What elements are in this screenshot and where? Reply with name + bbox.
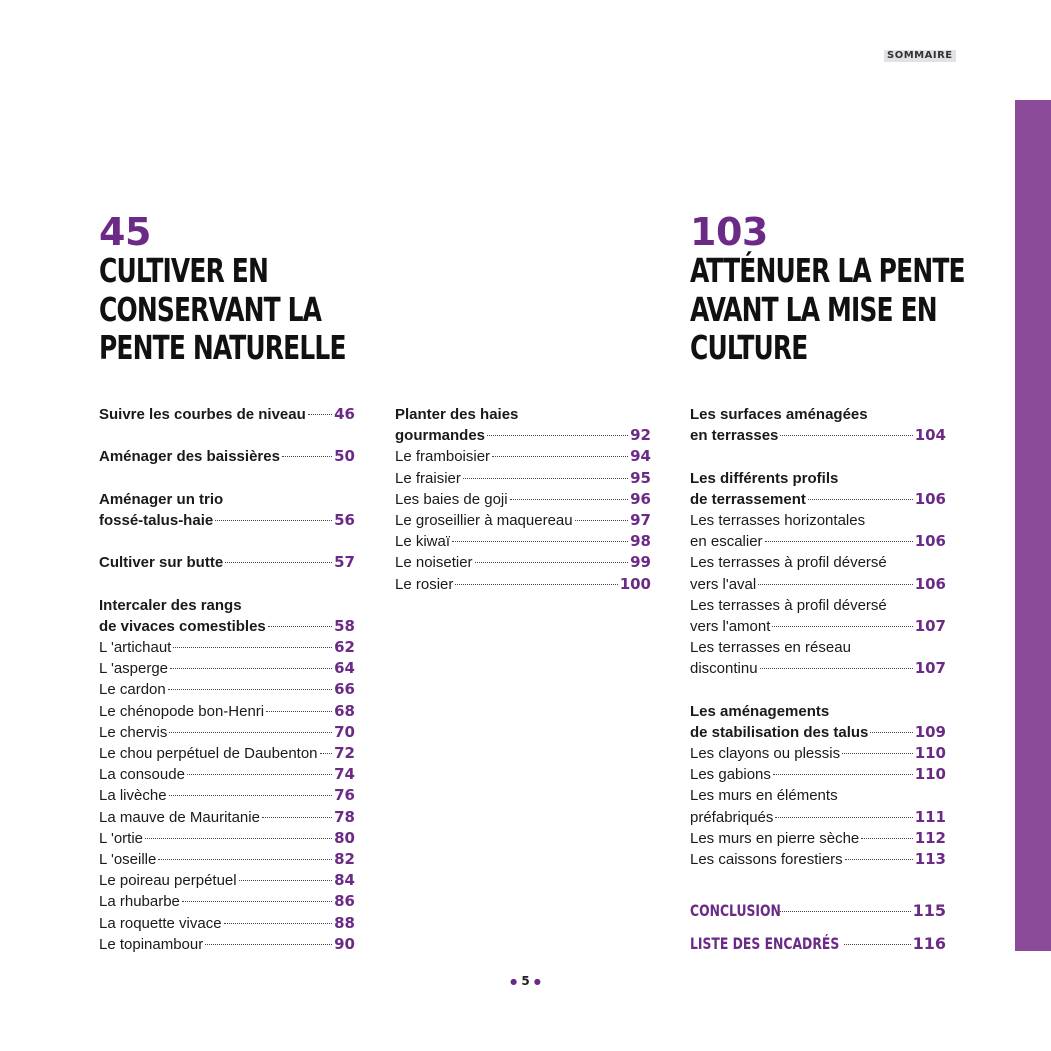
toc-entry[interactable] [690,764,946,785]
toc-entry-heading [690,510,946,531]
toc-entry-label: Planter des haies [395,406,519,423]
toc-entry[interactable] [395,574,651,595]
toc-entry-page: 92 [630,426,651,445]
toc-entry[interactable] [99,616,355,637]
toc-entry-label: Suivre les courbes de niveau [99,406,306,423]
dot-leader [844,944,911,945]
toc-entry-heading [690,404,946,425]
dot-leader [224,923,333,924]
dot-leader [205,944,332,945]
toc-entry[interactable] [99,870,355,891]
dot-leader [266,711,332,712]
toc-entry[interactable] [99,446,355,467]
dot-leader [182,901,332,902]
toc-entry-page: 86 [334,892,355,911]
toc-entry-label: en escalier [690,533,763,551]
toc-entry[interactable] [99,552,355,573]
toc-entry-heading [690,468,946,489]
toc-entry[interactable] [690,489,946,510]
toc-entry-label: Aménager des baissières [99,448,280,466]
toc-entry[interactable] [99,658,355,679]
toc-entry-label: Le cardon [99,681,166,699]
toc-entry-page: 64 [334,659,355,678]
toc-entry-label: Les baies de goji [395,490,508,508]
toc-entry-label: Les clayons ou plessis [690,745,841,762]
dot-leader [475,562,629,563]
dot-leader [463,478,628,479]
toc-entry[interactable] [99,764,355,785]
backmatter-entry[interactable] [690,900,946,933]
dot-leader [492,456,628,457]
section-label: SOMMAIRE [884,50,956,62]
toc-entry-label: La consoude [99,766,185,784]
toc-entry-page: 112 [914,828,946,847]
toc-entry-page: 95 [630,468,651,487]
toc-entry[interactable] [690,574,946,595]
dot-leader [282,456,332,457]
toc-entry-label: de stabilisation des talus [690,723,869,741]
toc-entry-label: Intercaler des rangs [99,596,242,614]
toc-entry-page: 109 [914,722,946,741]
toc-entry-page: 74 [334,765,355,784]
toc-entry-label: fossé-talus-haie [99,511,214,529]
toc-entry-label: discontinu [690,660,758,678]
toc-entry-label: Le topinambour [99,935,204,953]
toc-entry[interactable] [99,510,355,531]
toc-entry-label: Les murs en pierre sèche [690,829,860,847]
toc-entry[interactable] [690,743,946,764]
toc-entry-page: 96 [630,489,651,508]
toc-entry-page: 98 [630,532,651,551]
folio-dot-icon: ● [533,977,541,986]
toc-entry-page: 72 [334,744,355,762]
dot-leader [760,668,913,669]
toc-entry[interactable] [99,679,355,700]
toc-entry-label: La roquette vivace [99,914,222,932]
toc-entry-heading [690,552,946,573]
toc-entry[interactable] [690,616,946,637]
toc-entry-label: Le groseillier à maquereau [395,511,573,529]
toc-entry-page: 107 [914,616,946,635]
toc-entry-heading [690,595,946,616]
toc-entry-label: Les caissons forestiers [690,850,843,868]
page-folio [0,974,1051,988]
toc-entry-page: 66 [334,680,355,699]
toc-entry-heading [690,637,946,658]
toc-column-2 [395,404,651,595]
toc-entry[interactable] [99,828,355,849]
toc-entry-label: Le rosier [395,575,454,593]
toc-entry-page: 88 [334,913,355,932]
toc-entry[interactable] [395,446,651,467]
toc-entry[interactable] [99,701,355,722]
dot-leader [510,499,629,500]
toc-entry-page: 70 [334,722,355,741]
toc-entry-label: Les terrasses en réseau [690,639,851,657]
dot-leader [173,647,332,648]
toc-entry-page: 113 [914,849,946,868]
toc-entry-label: L 'ortie [99,829,143,847]
toc-entry-label: en terrasses [690,427,779,445]
toc-entry[interactable] [690,658,946,679]
dot-leader [169,732,332,733]
toc-entry-label: Aménager un trio [99,490,224,508]
toc-entry-page: 110 [914,744,946,762]
toc-column-3 [690,404,946,870]
dot-leader [170,668,332,669]
toc-entry-label: Le poireau perpétuel [99,872,237,890]
toc-entry[interactable] [690,722,946,743]
toc-entry-heading [690,701,946,722]
toc-entry-label: Le chervis [99,723,168,741]
dot-leader [158,859,332,860]
backmatter [690,900,946,966]
backmatter-entry[interactable] [690,933,946,966]
toc-entry[interactable] [99,722,355,743]
toc-entry[interactable] [395,425,651,446]
toc-entry-page: 99 [630,553,651,572]
toc-entry-label: vers l'amont [690,617,771,635]
dot-leader [225,562,332,563]
toc-entry-page: 84 [334,871,355,890]
toc-entry[interactable] [395,510,651,531]
toc-entry-page: 97 [630,510,651,529]
dot-leader [575,520,629,521]
toc-entry[interactable] [395,468,651,489]
part-header-2 [690,212,1020,368]
dot-leader [215,520,332,521]
toc-entry-page: 58 [334,616,355,635]
dot-leader [487,435,628,436]
toc-spacer [690,679,946,700]
toc-entry[interactable] [395,489,651,510]
toc-entry-label: préfabriqués [690,808,774,826]
toc-entry-page: 46 [334,405,355,423]
toc-entry-label: Le fraisier [395,469,461,487]
toc-entry-label: L 'asperge [99,660,169,678]
toc-entry-label: gourmandes [395,427,486,445]
toc-entry-heading [395,404,651,425]
toc-entry-label: Le chénopode bon-Henri [99,702,265,720]
toc-entry[interactable] [99,913,355,934]
dot-leader [780,435,912,436]
backmatter-page: 116 [912,934,946,953]
dot-leader [772,626,912,627]
toc-entry-page: 80 [334,828,355,847]
dot-leader [145,838,332,839]
toc-entry-page: 100 [619,574,651,593]
toc-spacer [690,446,946,467]
toc-entry-page: 50 [334,447,355,466]
toc-entry-label: Cultiver sur butte [99,554,224,572]
toc-entry-page: 106 [914,489,946,508]
toc-entry-label: Le noisetier [395,554,473,572]
toc-entry-label: Le framboisier [395,448,491,466]
toc-entry-label: Les terrasses horizontales [690,511,866,529]
toc-entry-page: 56 [334,510,355,529]
backmatter-label: CONCLUSION [690,901,781,920]
toc-entry-label: Les aménagements [690,702,830,720]
dot-leader [308,414,332,415]
dot-leader [239,880,333,881]
page-number: 5 [521,974,530,988]
dot-leader [808,499,913,500]
part-number: 45 [99,210,151,254]
part-title: CULTIVER EN CONSERVANT LA PENTE NATURELLE [99,251,346,367]
toc-entry-label: Les différents profils [690,469,839,487]
toc-entry-page: 78 [334,807,355,826]
toc-entry-page: 57 [334,553,355,572]
toc-entry-page: 62 [334,638,355,657]
toc-entry-page: 68 [334,701,355,720]
part-header-1 [99,212,429,368]
dot-leader [773,774,913,775]
toc-entry-page: 106 [914,574,946,593]
toc-entry[interactable] [99,891,355,912]
toc-entry-label: Le chou perpétuel de Daubenton [99,745,318,762]
toc-entry[interactable] [99,807,355,828]
dot-leader [861,838,912,839]
toc-column-1 [99,404,355,955]
toc-entry[interactable] [395,531,651,552]
backmatter-label: LISTE DES ENCADRÉS [690,934,840,953]
dot-leader [452,541,628,542]
toc-entry[interactable] [99,934,355,955]
toc-entry-page: 110 [914,765,946,784]
toc-entry[interactable] [99,637,355,658]
dot-leader [169,795,333,796]
dot-leader [268,626,332,627]
toc-entry-heading [690,785,946,806]
dot-leader [765,541,913,542]
toc-entry-label: Les gabions [690,766,771,784]
toc-entry-label: de vivaces comestibles [99,617,266,635]
dot-leader [775,817,912,818]
toc-entry-page: 111 [914,807,946,826]
toc-entry-label: La livèche [99,787,167,805]
dot-leader [845,859,913,860]
toc-entry-label: L 'artichaut [99,639,172,657]
toc-entry[interactable] [99,404,355,425]
toc-entry[interactable] [99,849,355,870]
side-tab [1015,100,1051,951]
toc-entry-label: Les murs en éléments [690,787,838,805]
dot-leader [168,689,332,690]
toc-spacer [99,425,355,446]
toc-entry-label: Les terrasses à profil déversé [690,596,887,614]
toc-spacer [99,468,355,489]
toc-entry[interactable] [99,785,355,806]
dot-leader [320,753,333,754]
toc-spacer [99,574,355,595]
toc-entry-label: Les terrasses à profil déversé [690,554,887,572]
toc-entry-label: vers l'aval [690,575,757,593]
toc-entry-page: 82 [334,849,355,868]
toc-entry-label: Les surfaces aménagées [690,406,868,423]
dot-leader [455,584,617,585]
toc-entry[interactable] [690,807,946,828]
toc-entry[interactable] [690,828,946,849]
toc-entry[interactable] [395,552,651,573]
toc-entry-label: La mauve de Mauritanie [99,808,260,826]
toc-entry[interactable] [690,425,946,446]
toc-entry-label: L 'oseille [99,850,157,868]
toc-entry[interactable] [690,849,946,870]
toc-entry-heading [99,489,355,510]
toc-entry-label: La rhubarbe [99,893,180,911]
backmatter-page: 115 [912,901,946,920]
toc-entry-page: 94 [630,447,651,466]
folio-dot-icon: ● [510,977,518,986]
toc-entry-page: 76 [334,786,355,805]
toc-entry-heading [99,595,355,616]
dot-leader [776,911,911,912]
dot-leader [187,774,332,775]
dot-leader [758,584,912,585]
toc-spacer [99,531,355,552]
toc-entry-page: 107 [914,659,946,678]
toc-entry-label: de terrassement [690,490,806,508]
toc-entry-page: 90 [334,934,355,953]
part-number: 103 [690,210,768,254]
toc-entry[interactable] [690,531,946,552]
part-title: ATTÉNUER LA PENTE AVANT LA MISE EN CULTURE [690,251,965,367]
toc-entry-page: 106 [914,532,946,551]
dot-leader [842,753,913,754]
toc-entry-label: Le kiwaï [395,533,451,551]
dot-leader [870,732,912,733]
toc-entry[interactable] [99,743,355,764]
dot-leader [262,817,332,818]
toc-entry-page: 104 [914,426,946,445]
